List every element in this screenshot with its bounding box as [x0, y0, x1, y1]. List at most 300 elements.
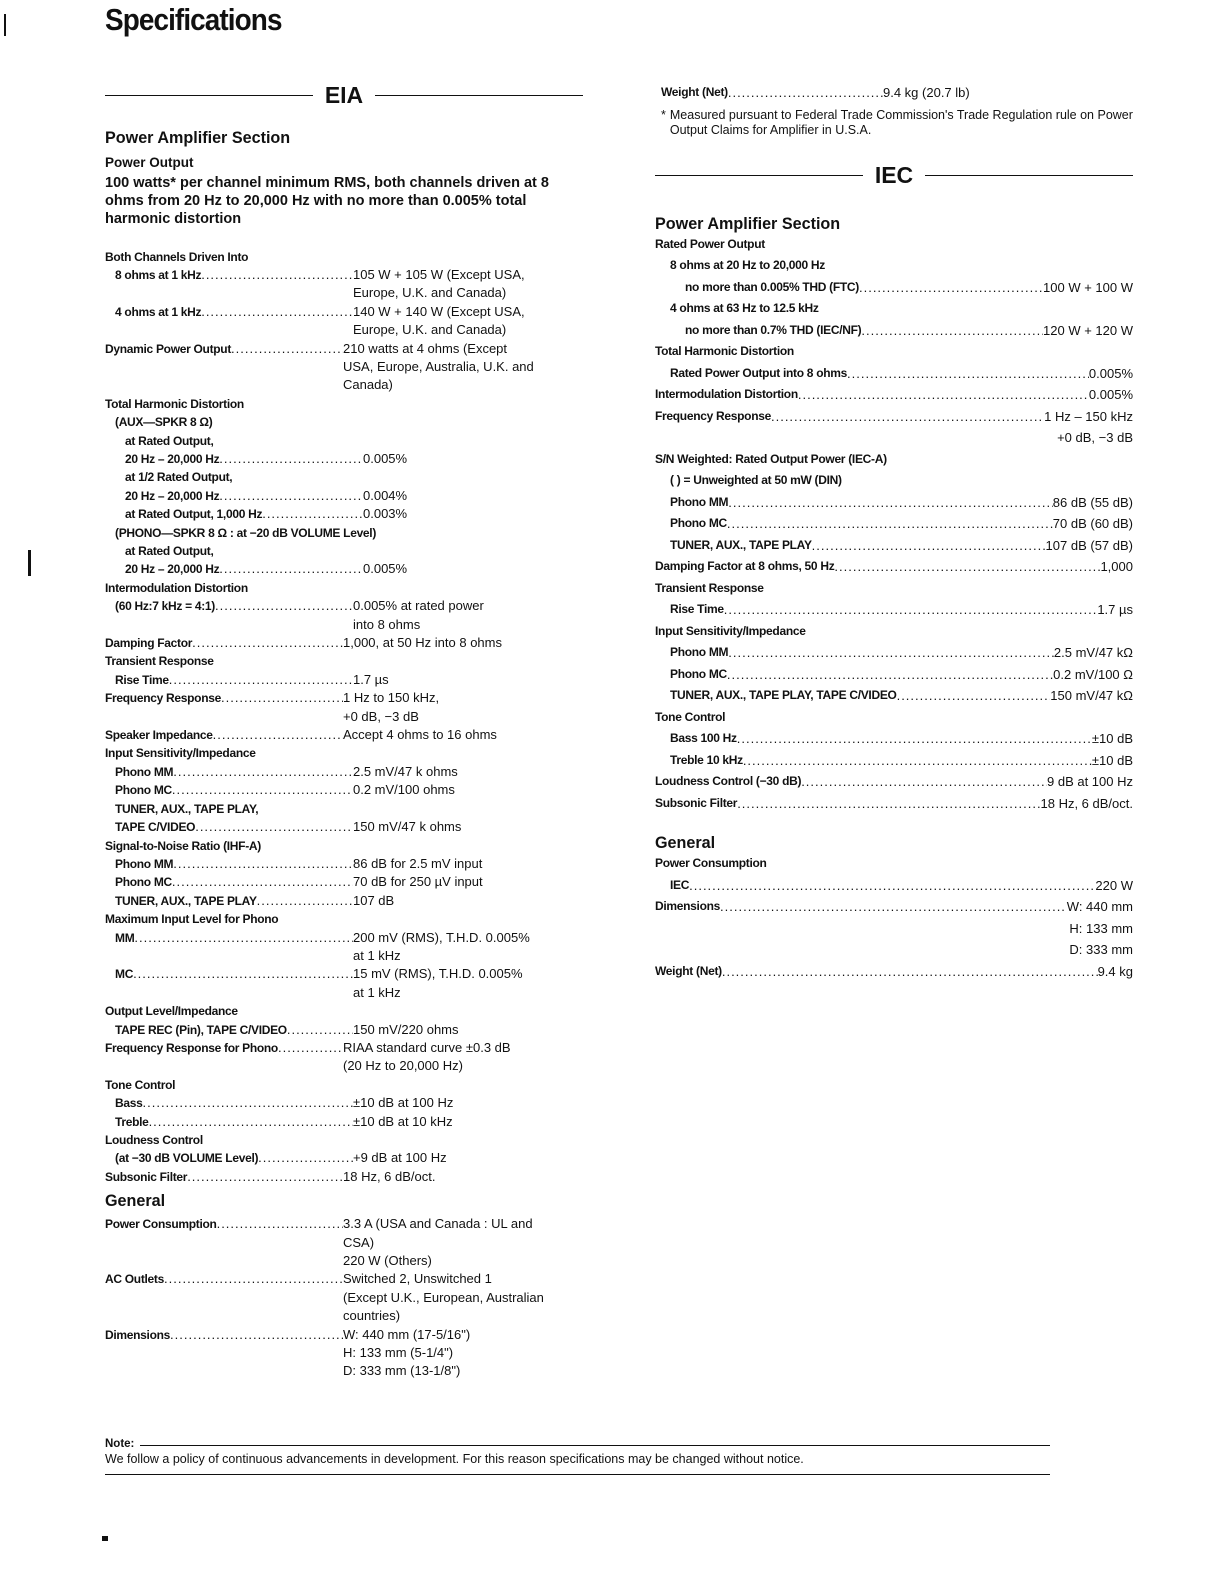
eia-section-title: Power Amplifier Section — [105, 128, 291, 147]
spec-row — [105, 505, 583, 523]
spec-value — [353, 1113, 583, 1131]
spec-value — [353, 892, 583, 910]
spec-value — [353, 1149, 583, 1167]
spec-row — [105, 965, 583, 1002]
spec-value-line: into 8 ohms — [353, 616, 421, 632]
spec-label-cell — [105, 1149, 353, 1167]
spec-heading: 4 ohms at 63 Hz to 12.5 kHz — [670, 301, 819, 315]
spec-row — [655, 771, 1133, 793]
spec-label: Damping Factor at 8 ohms, 50 Hz — [655, 559, 835, 573]
spec-row — [105, 1021, 583, 1039]
spec-value — [353, 671, 583, 689]
spec-value — [353, 818, 583, 836]
spec-label: Phono MM — [115, 856, 174, 871]
spec-label: Speaker Impedance — [105, 728, 213, 743]
spec-label: Phono MC — [670, 516, 727, 530]
spec-label-cell — [105, 892, 353, 910]
spec-label: 20 Hz – 20,000 Hz — [125, 488, 220, 503]
spec-row — [105, 487, 583, 505]
spec-value-line: H: 133 mm (5-1/4") — [343, 1345, 454, 1361]
dot-leader — [771, 406, 1044, 428]
spec-value-line: 220 W (Others) — [343, 1253, 432, 1269]
dot-leader — [812, 535, 1046, 557]
spec-value-continued: H: 133 mm — [1069, 920, 1133, 936]
spec-row — [655, 875, 1133, 897]
spec-value — [343, 340, 583, 395]
spec-label-cell — [105, 1215, 343, 1270]
spec-heading: Loudness Control — [105, 1133, 203, 1147]
dot-leader — [219, 560, 363, 578]
spec-row — [655, 277, 1133, 299]
spec-label-cell — [105, 1039, 343, 1076]
spec-heading: Tone Control — [655, 709, 726, 724]
spec-label-cell — [105, 1326, 343, 1381]
spec-value-line: 1,000, at 50 Hz into 8 ohms — [343, 635, 502, 651]
spec-label-cell — [105, 855, 353, 873]
spec-label: TUNER, AUX., TAPE PLAY, TAPE C/VIDEO — [670, 688, 897, 702]
dot-leader — [201, 303, 353, 340]
note-block — [105, 1438, 1050, 1475]
spec-heading: (PHONO—SPKR 8 Ω : at −20 dB VOLUME Level) — [115, 525, 377, 540]
spec-value-line: (Except U.K., European, Australian — [343, 1289, 544, 1305]
spec-row — [655, 556, 1133, 578]
spec-heading: Both Channels Driven Into — [105, 249, 249, 264]
spec-value-line: 0.005% at rated power — [353, 598, 484, 614]
dot-leader — [897, 685, 1051, 707]
spec-label: Frequency Response — [105, 691, 221, 706]
spec-row — [655, 363, 1133, 385]
dot-leader — [722, 961, 1098, 983]
spec-value-line: at 1 kHz — [353, 984, 401, 1000]
spec-label: Phono MC — [670, 666, 727, 681]
dot-leader — [134, 929, 353, 966]
dot-leader — [728, 492, 1053, 514]
spec-label-cell — [105, 873, 353, 891]
spec-row — [655, 685, 1133, 707]
spec-label-cell — [105, 634, 343, 652]
spec-value — [353, 781, 583, 799]
spec-row — [105, 781, 583, 799]
dot-leader — [169, 671, 353, 689]
scan-mark — [4, 14, 6, 36]
spec-label-cell — [105, 1270, 343, 1325]
dot-leader — [217, 1215, 343, 1270]
note-header — [105, 1438, 1050, 1450]
heading-rule — [655, 175, 863, 176]
dot-leader — [170, 1326, 343, 1381]
spec-row — [655, 642, 1133, 664]
spec-value-line: 3.3 A (USA and Canada : UL and — [343, 1216, 533, 1232]
spec-label-cell — [105, 1168, 343, 1186]
spec-heading: Intermodulation Distortion — [105, 580, 248, 595]
spec-value — [353, 965, 583, 1002]
spec-label: Rise Time — [670, 602, 724, 616]
dot-leader — [149, 1113, 353, 1131]
spec-row — [655, 664, 1133, 686]
spec-row — [105, 450, 583, 468]
dot-leader — [231, 340, 343, 395]
spec-value: 0.2 mV/100 Ω — [1053, 666, 1133, 682]
spec-value: 100 W + 100 W — [1043, 279, 1133, 295]
spec-value-line: 0.003% — [363, 506, 408, 522]
heading-rule — [375, 95, 583, 96]
spec-value: W: 440 mm — [1066, 899, 1133, 914]
spec-label: Loudness Control (−30 dB) — [655, 774, 802, 788]
spec-label: MM — [115, 930, 135, 945]
spec-label-cell — [105, 266, 353, 303]
dot-leader — [859, 277, 1043, 299]
spec-value — [343, 689, 583, 726]
spec-value — [343, 1326, 583, 1381]
spec-value-line: Europe, U.K. and Canada) — [353, 322, 507, 338]
spec-value-line: 107 dB — [353, 892, 395, 908]
spec-value-line: +9 dB at 100 Hz — [353, 1150, 447, 1166]
spec-label: Phono MM — [670, 494, 729, 509]
eia-general-title: General — [105, 1191, 166, 1211]
spec-value — [353, 873, 583, 891]
spec-row — [105, 303, 583, 340]
spec-value-line: 15 mV (RMS), T.H.D. 0.005% — [353, 966, 523, 982]
dot-leader — [164, 1270, 343, 1325]
dot-leader — [724, 599, 1098, 621]
spec-heading: Transient Response — [105, 654, 214, 669]
spec-value-line: 0.2 mV/100 ohms — [353, 782, 455, 798]
scan-mark — [28, 550, 31, 576]
heading-rule — [925, 175, 1133, 176]
spec-label: 20 Hz – 20,000 Hz — [125, 562, 220, 577]
spec-row — [105, 560, 583, 578]
spec-heading: Input Sensitivity/Impedance — [655, 623, 806, 638]
spec-label: (60 Hz:7 kHz = 4:1) — [115, 599, 216, 614]
spec-heading: at Rated Output, — [125, 433, 214, 448]
dot-leader — [172, 873, 353, 891]
eia-general-list — [105, 1215, 583, 1381]
spec-value: 1.7 µs — [1097, 602, 1133, 617]
dot-leader — [727, 664, 1053, 686]
spec-heading: Total Harmonic Distortion — [105, 396, 244, 411]
spec-value — [343, 726, 583, 744]
ftc-footnote — [655, 108, 1133, 138]
spec-value-line: Accept 4 ohms to 16 ohms — [343, 727, 497, 743]
spec-value-line: at 1 kHz — [353, 947, 401, 963]
spec-value: 9.4 kg (20.7 lb) — [883, 85, 970, 100]
eia-column — [105, 84, 583, 1381]
spec-heading: Input Sensitivity/Impedance — [105, 746, 256, 761]
spec-row — [655, 793, 1133, 815]
spec-value — [353, 303, 583, 340]
iec-heading — [655, 161, 1133, 188]
spec-label: Dimensions — [655, 899, 721, 913]
spec-row — [655, 728, 1133, 750]
dot-leader — [798, 384, 1089, 406]
spec-row — [105, 892, 583, 910]
spec-value-line: 0.004% — [363, 487, 408, 503]
spec-value: 1,000 — [1100, 559, 1133, 574]
dot-leader — [195, 818, 353, 836]
spec-value: 9.4 kg — [1097, 963, 1133, 979]
spec-value — [353, 763, 583, 781]
dot-leader — [192, 634, 343, 652]
dot-leader — [834, 556, 1100, 578]
spec-label: no more than 0.005% THD (FTC) — [685, 279, 859, 294]
spec-label-cell — [105, 929, 353, 966]
iec-column — [655, 84, 1133, 982]
spec-value-line: Europe, U.K. and Canada) — [353, 285, 507, 301]
spec-label: TAPE REC (Pin), TAPE C/VIDEO — [115, 1022, 287, 1037]
iec-spec-list — [655, 234, 1133, 815]
spec-label-cell — [105, 965, 353, 1002]
spec-row — [105, 1039, 583, 1076]
power-output-statement: 100 watts* per channel minimum RMS, both channels driven at 8 ohms from 20 Hz to 20,000 Hz with no more than 0.005% total harmonic distortion — [105, 174, 549, 227]
spec-row — [655, 599, 1133, 621]
spec-value-continued: D: 333 mm — [1069, 942, 1133, 957]
spec-label: 8 ohms at 1 kHz — [115, 267, 202, 282]
spec-value: 2.5 mV/47 kΩ — [1053, 645, 1133, 660]
spec-row — [105, 929, 583, 966]
dot-leader — [187, 1168, 343, 1186]
spec-heading: (AUX—SPKR 8 Ω) — [115, 415, 213, 430]
spec-value: 107 dB (57 dB) — [1045, 537, 1133, 553]
spec-row — [105, 671, 583, 689]
spec-label: Frequency Response for Phono — [105, 1040, 278, 1055]
spec-heading: Rated Power Output — [655, 236, 765, 251]
spec-value-line: 105 W + 105 W (Except USA, — [353, 266, 525, 282]
spec-value-line: CSA) — [343, 1234, 375, 1250]
spec-row — [105, 1149, 583, 1167]
spec-heading: Maximum Input Level for Phono — [105, 912, 279, 927]
spec-heading: Total Harmonic Distortion — [655, 344, 794, 358]
spec-value-line: 150 mV/47 k ohms — [353, 819, 462, 835]
spec-row — [105, 597, 583, 634]
spec-value-line: 0.005% — [363, 561, 408, 577]
spec-label: Bass 100 Hz — [670, 731, 737, 745]
spec-value-line: 1 Hz to 150 kHz, — [343, 690, 440, 706]
spec-value-line: (20 Hz to 20,000 Hz) — [343, 1058, 463, 1074]
spec-row — [105, 689, 583, 726]
dot-leader — [172, 781, 353, 799]
spec-row — [105, 634, 583, 652]
spec-label: at Rated Output, 1,000 Hz — [125, 507, 263, 522]
spec-value-continued: +0 dB, −3 dB — [1057, 430, 1133, 445]
dot-leader — [257, 892, 353, 910]
spec-label-cell — [105, 597, 353, 634]
eia-spec-list — [105, 248, 583, 1187]
heading-rule — [105, 95, 313, 96]
spec-label-cell — [105, 818, 353, 836]
spec-heading: Transient Response — [655, 580, 764, 595]
dot-leader — [720, 896, 1067, 918]
spec-value-line: D: 333 mm (13-1/8") — [343, 1363, 461, 1379]
spec-value-line: 0.005% — [363, 450, 408, 466]
dot-leader — [801, 771, 1047, 793]
spec-value-line: 210 watts at 4 ohms (Except — [343, 340, 508, 356]
spec-row — [105, 1168, 583, 1186]
spec-row — [105, 763, 583, 781]
spec-label-cell — [105, 303, 353, 340]
spec-value: 0.005% — [1088, 365, 1133, 381]
spec-value: 220 W — [1095, 877, 1133, 893]
iec-general-title: General — [655, 833, 716, 852]
spec-value-line: RIAA standard curve ±0.3 dB — [343, 1039, 511, 1055]
spec-label-cell — [105, 450, 363, 468]
spec-value — [363, 560, 583, 578]
scan-mark — [102, 1536, 108, 1541]
spec-label-cell — [105, 505, 363, 523]
spec-row — [655, 384, 1133, 406]
spec-row — [105, 1215, 583, 1270]
spec-value-line: 2.5 mV/47 k ohms — [353, 763, 458, 779]
spec-value: ±10 dB — [1091, 752, 1133, 768]
iec-heading-label: IEC — [874, 161, 914, 188]
spec-label-cell — [105, 763, 353, 781]
spec-row — [655, 492, 1133, 514]
spec-heading: Power Consumption — [655, 856, 767, 870]
dot-leader — [689, 875, 1095, 897]
note-bottom-rule — [105, 1474, 1050, 1475]
dot-leader — [133, 965, 353, 1002]
dot-leader — [143, 1094, 354, 1112]
dot-leader — [287, 1021, 353, 1039]
dot-leader — [737, 793, 1040, 815]
spec-value — [343, 634, 583, 652]
dot-leader — [743, 750, 1092, 772]
spec-label-cell — [105, 1113, 353, 1131]
iec-general-list — [655, 853, 1133, 982]
spec-label: Rated Power Output into 8 ohms — [670, 365, 848, 380]
spec-label-cell — [105, 487, 363, 505]
spec-label: Dimensions — [105, 1327, 171, 1342]
spec-value — [353, 266, 583, 303]
note-text: We follow a policy of continuous advancements in development. For this reason specifications may be changed without notice. — [105, 1452, 804, 1466]
spec-value-line: countries) — [343, 1308, 401, 1324]
spec-label-cell — [105, 726, 343, 744]
spec-value-line: USA, Europe, Australia, U.K. and — [343, 358, 534, 374]
dot-leader — [201, 266, 353, 303]
spec-row — [655, 535, 1133, 557]
spec-row — [105, 818, 583, 836]
eia-weight-row — [655, 82, 1133, 104]
spec-row — [655, 513, 1133, 535]
spec-label: Dynamic Power Output — [105, 341, 232, 356]
spec-label: TUNER, AUX., TAPE PLAY — [670, 537, 812, 552]
spec-label: TAPE C/VIDEO — [115, 820, 196, 835]
spec-label: (at −30 dB VOLUME Level) — [115, 1151, 259, 1166]
spec-heading: Tone Control — [105, 1077, 176, 1092]
spec-row — [105, 1094, 583, 1112]
spec-value: 70 dB (60 dB) — [1052, 516, 1133, 531]
footnote-text: Measured pursuant to Federal Trade Commission's Trade Regulation rule on Power Output Claims for Amplifier in U.S.A. — [669, 107, 1133, 137]
spec-value-line: 150 mV/220 ohms — [353, 1021, 459, 1037]
spec-value — [343, 1270, 583, 1325]
spec-value: 120 W + 120 W — [1043, 322, 1133, 338]
dot-leader — [861, 320, 1043, 342]
spec-label: TUNER, AUX., TAPE PLAY — [115, 893, 257, 908]
spec-value — [363, 505, 583, 523]
dot-leader — [728, 642, 1054, 664]
spec-heading: Output Level/Impedance — [105, 1004, 238, 1019]
spec-value — [343, 1168, 583, 1186]
spec-label: AC Outlets — [105, 1272, 165, 1287]
spec-value — [353, 929, 583, 966]
spec-value — [343, 1039, 583, 1076]
spec-label: Subsonic Filter — [105, 1169, 188, 1184]
dot-leader — [215, 597, 353, 634]
spec-value-line: 140 W + 140 W (Except USA, — [353, 303, 525, 319]
spec-label: Treble — [115, 1114, 149, 1129]
spec-label: Weight (Net) — [661, 85, 728, 99]
dot-leader — [219, 450, 363, 468]
dot-leader — [737, 728, 1092, 750]
note-rule — [140, 1445, 1050, 1446]
dot-leader — [727, 513, 1053, 535]
spec-row — [105, 340, 583, 395]
spec-value — [353, 597, 583, 634]
spec-row — [105, 1113, 583, 1131]
note-label: Note: — [105, 1438, 135, 1450]
iec-section-title: Power Amplifier Section — [655, 213, 841, 233]
spec-row — [105, 873, 583, 891]
dot-leader — [847, 363, 1089, 385]
spec-label-cell — [105, 340, 343, 395]
spec-heading: S/N Weighted: Rated Output Power (IEC-A) — [655, 451, 887, 466]
spec-label: 20 Hz – 20,000 Hz — [125, 451, 220, 466]
power-output-label: Power Output — [105, 155, 194, 170]
spec-row — [105, 726, 583, 744]
spec-label: Phono MC — [115, 875, 172, 890]
spec-label: Intermodulation Distortion — [655, 387, 798, 401]
spec-row — [655, 961, 1133, 983]
spec-value-line: ±10 dB at 10 kHz — [353, 1113, 453, 1129]
spec-value: ±10 dB — [1091, 731, 1133, 746]
spec-heading: TUNER, AUX., TAPE PLAY, — [115, 801, 259, 816]
spec-label: Phono MM — [115, 764, 174, 779]
spec-heading: 8 ohms at 20 Hz to 20,000 Hz — [670, 258, 825, 272]
spec-label: Treble 10 kHz — [670, 752, 743, 767]
spec-label: no more than 0.7% THD (IEC/NF) — [685, 322, 862, 337]
spec-value — [353, 855, 583, 873]
spec-row — [105, 266, 583, 303]
spec-heading: Signal-to-Noise Ratio (IHF-A) — [105, 838, 261, 853]
eia-heading — [105, 84, 583, 107]
spec-value — [363, 487, 583, 505]
spec-row — [655, 320, 1133, 342]
spec-value-line: 200 mV (RMS), T.H.D. 0.005% — [353, 929, 530, 945]
spec-label-cell — [105, 781, 353, 799]
spec-row — [655, 896, 1133, 918]
spec-value-line: 18 Hz, 6 dB/oct. — [343, 1168, 436, 1184]
spec-label: Rise Time — [115, 672, 169, 687]
spec-label-cell — [105, 560, 363, 578]
spec-value: 18 Hz, 6 dB/oct. — [1040, 795, 1133, 811]
dot-leader — [213, 726, 343, 744]
spec-row — [105, 855, 583, 873]
spec-heading: ( ) = Unweighted at 50 mW (DIN) — [670, 473, 842, 487]
page-title: Specifications — [105, 2, 282, 37]
dot-leader — [173, 855, 353, 873]
dot-leader — [262, 505, 363, 523]
dot-leader — [219, 487, 363, 505]
spec-value — [353, 1021, 583, 1039]
spec-value-line: W: 440 mm (17-5/16") — [343, 1326, 471, 1342]
spec-value: 9 dB at 100 Hz — [1047, 774, 1133, 789]
spec-value: 86 dB (55 dB) — [1052, 494, 1133, 510]
spec-value-line: +0 dB, −3 dB — [343, 708, 419, 724]
spec-value — [353, 1094, 583, 1112]
spec-label: IEC — [670, 877, 690, 892]
spec-label: MC — [115, 967, 134, 982]
spec-label-cell — [105, 671, 353, 689]
dot-leader — [258, 1149, 353, 1167]
